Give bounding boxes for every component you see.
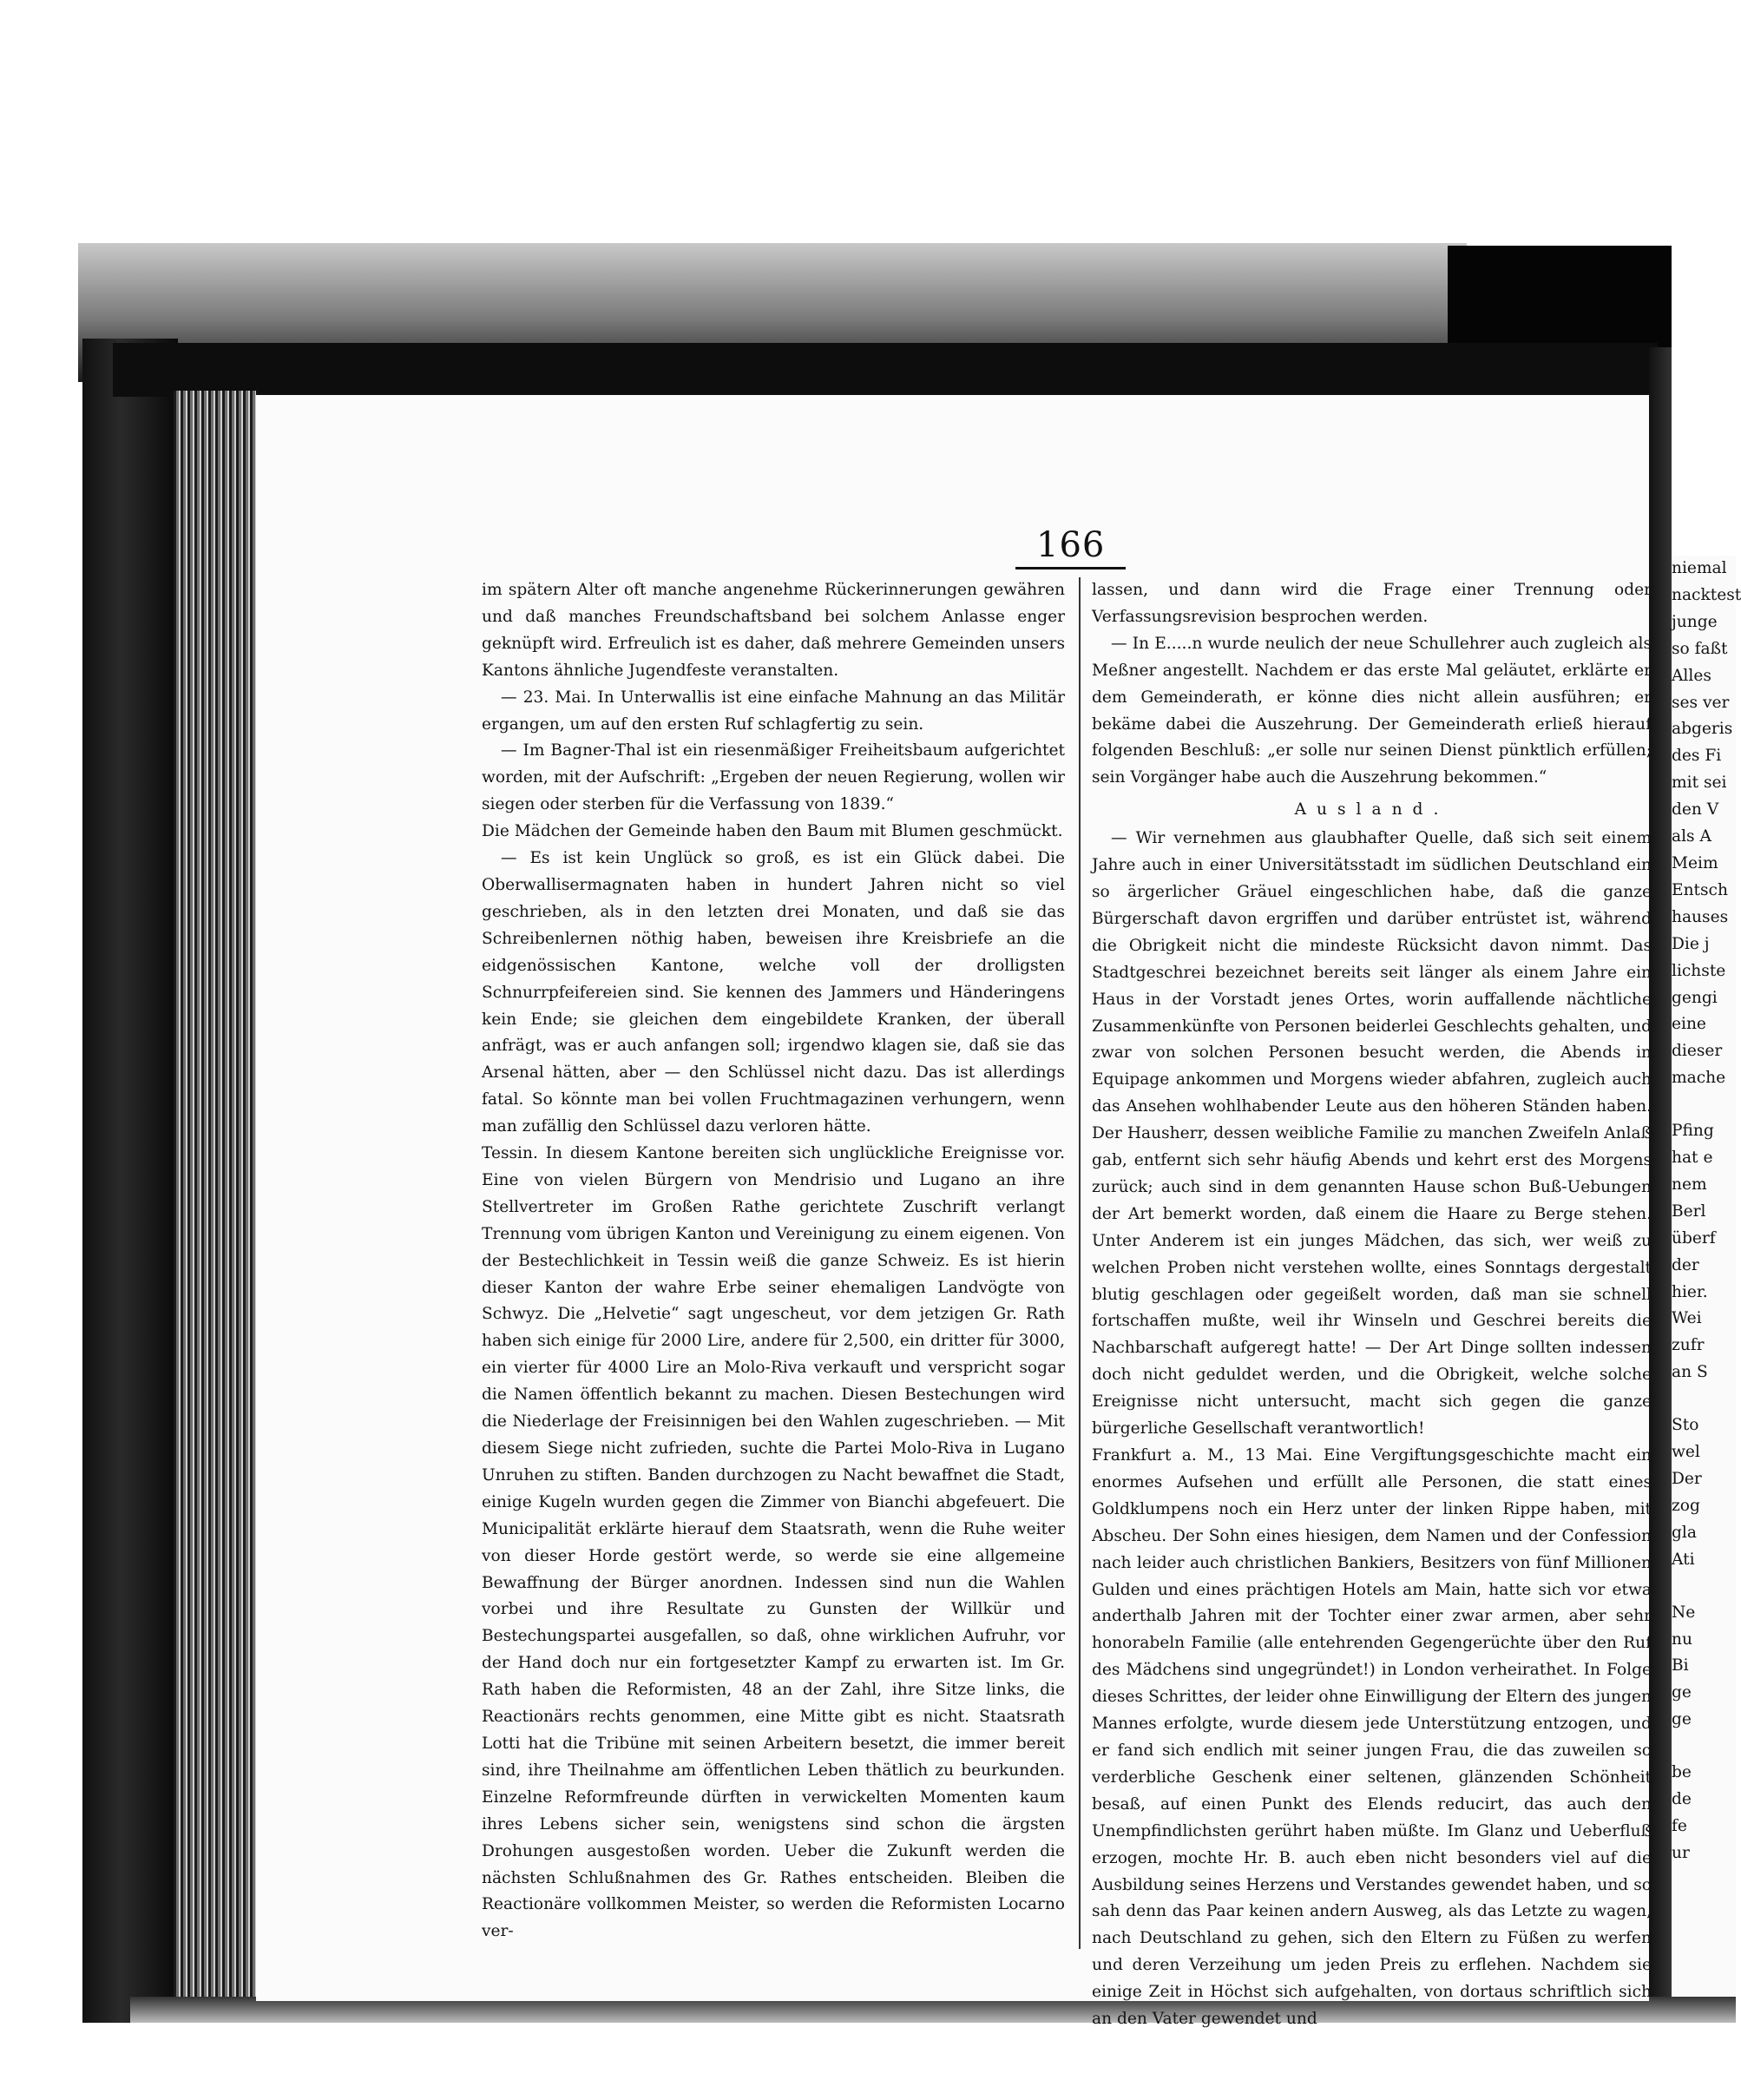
- adjacent-page-line: gla: [1672, 1523, 1697, 1542]
- adjacent-page-line: nu: [1672, 1629, 1692, 1649]
- paragraph: lassen, und dann wird die Frage einer Trennung oder Verfassungsrevision besprochen werden.: [1092, 581, 1652, 626]
- adjacent-page-line: der: [1672, 1255, 1699, 1274]
- adjacent-page-line: des Fi: [1672, 747, 1722, 766]
- adjacent-page-line: ge: [1672, 1710, 1692, 1729]
- paragraph: — 23. Mai. In Unterwallis ist eine einfache Mahnung an das Militär ergangen, um auf den ersten Ruf schlagfertig zu sein.: [482, 688, 1065, 734]
- adjacent-page-line: wel: [1672, 1443, 1700, 1462]
- adjacent-page-line: zufr: [1672, 1336, 1705, 1355]
- book-cover-edge: [113, 343, 1658, 397]
- section-heading: Ausland.: [1294, 800, 1449, 820]
- adjacent-page-line: mit sei: [1672, 774, 1727, 793]
- adjacent-page-line: Der: [1672, 1470, 1702, 1488]
- adjacent-page-line: [1672, 1574, 1736, 1600]
- adjacent-page-line: Wei: [1672, 1309, 1702, 1328]
- adjacent-page-line: Die j: [1672, 934, 1710, 953]
- right-column: [1092, 577, 1652, 2029]
- adjacent-page-line: hat e: [1672, 1149, 1713, 1168]
- adjacent-page-line: nacktest: [1672, 585, 1741, 604]
- adjacent-page-line: ses ver: [1672, 693, 1730, 712]
- adjacent-page-line: [1672, 1092, 1736, 1118]
- adjacent-page-line: an S: [1672, 1363, 1708, 1382]
- paragraph: — Wir vernehmen aus glaubhafter Quelle, daß sich seit einem Jahre auch in einer Universitätsstadt im südlichen Deutschland ein so ärgerlicher Gräuel eingeschlichen habe, daß die ganze Bürgerschaft davon ergriffen und darüber entrüstet ist, während die Obrigkeit nicht die mindeste Rücksicht davon nimmt. Das Stadtgeschrei bezeichnet bereits seit länger als einem Jahre ein Haus in der Vorstadt jenes Ortes, worin auffallende nächtliche Zusammenkünfte von Personen beiderlei Geschlechts gehalten, und zwar von solchen Personen besucht werden, die Abends in Equipage ankommen und Morgens wieder abfahren, zugleich auch das Ansehen wohlhabender Leute aus den höheren Ständen haben. Der Hausherr, dessen weibliche Familie zu manchen Zweifeln Anlaß gab, entfernt sich sehr häufig Abends und kehrt erst des Morgens zurück; auch sind in dem genannten Hause schon Buß-Uebungen der Art bemerkt worden, daß einem die Haare zu Berge stehen. Unter Anderem ist ein junges Mädchen, das sich, wer weiß zu welchen Proben nicht verstehen wollte, eines Sonntags dergestalt blutig geschlagen oder gegeißelt worden, daß man sie schnell fortschaffen mußte, weil ihr Winseln und Geschrei bereits die Nachbarschaft aufgeregt hatte! — Der Art Dinge sollten indessen doch nicht geduldet werden, und die Obrigkeit, welche solche Ereignisse nicht untersucht, macht sich gegen die ganze bürgerliche Gesellschaft verantwortlich!: [1092, 829, 1652, 1438]
- paragraph: — In E.....n wurde neulich der neue Schullehrer auch zugleich als Meßner angestellt. Nachdem er das erste Mal geläutet, erklärte er dem Gemeinderath, er könne dies nicht allein ausführen; er bekäme dabei die Auszehrung. Der Gemeinderath erließ hierauf folgenden Beschluß: „er solle nur seinen Dienst pünktlich erfüllen; sein Vorgänger habe auch die Auszehrung bekommen.“: [1092, 634, 1652, 787]
- book-gutter: [1649, 347, 1672, 2014]
- adjacent-page-line: be: [1672, 1763, 1692, 1782]
- book-binding: [82, 339, 178, 2023]
- adjacent-page-line: Ati: [1672, 1550, 1695, 1569]
- adjacent-page-line: abgeris: [1672, 720, 1733, 739]
- page-edges: [174, 391, 256, 2023]
- adjacent-page-line: Bi: [1672, 1656, 1689, 1675]
- adjacent-page-line: [1672, 1386, 1736, 1412]
- adjacent-page-line: eine: [1672, 1015, 1706, 1034]
- adjacent-page-line: junge: [1672, 612, 1718, 631]
- adjacent-page-line: überf: [1672, 1228, 1716, 1247]
- adjacent-page-line: so faßt: [1672, 639, 1728, 658]
- adjacent-page-line: Pfing: [1672, 1122, 1714, 1141]
- column-divider: [1079, 577, 1081, 1949]
- paragraph: — Es ist kein Unglück so groß, es ist ein Glück dabei. Die Oberwallisermagnaten haben in hundert Jahren nicht so viel geschrieben, als in den letzten drei Monaten, und daß sie das Schreibenlernen nöthig haben, beweisen ihre Kreisbriefe an die eidgenössischen Kantone, welche voll der drolligsten Schnurrpfeifereien sind. Sie kennen des Jammers und Händeringens kein Ende; sie gleichen dem eingebildete Kranken, der überall anfrägt, was er auch anfangen soll; irgendwo klagen sie, daß sie das Arsenal hätten, aber — den Schlüssel nicht dazu. Das ist allerdings fatal. So könnte man bei vollen Fruchtmagazinen verhungern, wenn man zufällig den Schlüssel dazu verloren hätte.: [482, 849, 1065, 1136]
- adjacent-page-line: dieser: [1672, 1042, 1723, 1061]
- adjacent-page-line: Sto: [1672, 1416, 1699, 1435]
- paragraph: Tessin. In diesem Kantone bereiten sich unglückliche Ereignisse vor. Eine von vielen Bürgern von Mendrisio und Lugano an ihre Stellvertreter im Großen Rathe gerichtete Zuschrift verlangt Trennung vom übrigen Kanton und Vereinigung zu einem eigenen. Von der Bestechlichkeit in Tessin weiß die ganze Schweiz. Es ist hierin dieser Kanton der wahre Erbe seiner ehemaligen Landvögte von Schwyz. Die „Helvetie“ sagt ungescheut, vor dem jetzigen Gr. Rath haben sich einige für 2000 Lire, andere für 2,500, ein dritter für 3000, ein vierter für 4000 Lire an Molo-Riva verkauft und verspricht sogar die Namen öffentlich bekannt zu machen. Diesen Bestechungen wird die Niederlage der Freisinnigen bei den Wahlen zugeschrieben. — Mit diesem Siege nicht zufrieden, suchte die Partei Molo-Riva in Lugano Unruhen zu stiften. Banden durchzogen zu Nacht bewaffnet die Stadt, einige Kugeln wurden gegen die Zimmer von Bianchi abgefeuert. Die Municipalität erklärte hierauf dem Staatsrath, wenn die Ruhe weiter von dieser Horde gestört werde, so werde sie eine allgemeine Bewaffnung der Bürger anordnen. Indessen sind nun die Wahlen vorbei und ihre Resultate zu Gunsten der Willkür und Bestechungspartei ausgefallen, so daß, ohne wirklichen Aufruhr, vor der Hand doch nur ein fortgesetzter Kampf zu erwarten ist. Im Gr. Rath haben die Reformisten, 48 an der Zahl, ihre Sitze links, die Reactionärs rechts genommen, eine Mitte gibt es nicht. Staatsrath Lotti hat die Tribüne mit seinen Arbeitern besetzt, die immer bereit sind, ihre Theilnahme am öffentlichen Leben thätlich zu beurkunden. Einzelne Reformfreunde dürften in verwickelten Momenten kaum ihres Lebens sicher sein, wenigstens sind schon die ärgsten Drohungen ausgestoßen worden. Ueber die Zukunft werden die nächsten Schlußnahmen des Gr. Rathes entscheiden. Bleiben die Reactionäre vollkommen Meister, so werden die Reformisten Locarno ver-: [482, 1144, 1065, 1941]
- adjacent-page-line: Berl: [1672, 1201, 1706, 1221]
- paragraph: Frankfurt a. M., 13 Mai. Eine Vergiftungsgeschichte macht ein enormes Aufsehen und erfüllt alle Personen, die statt eines Goldklumpens noch ein Herz unter der linken Rippe haben, mit Abscheu. Der Sohn eines hiesigen, dem Namen und der Confession nach leider auch christlichen Bankiers, Besitzers von fünf Millionen Gulden und eines prächtigen Hotels am Main, hatte sich vor etwa anderthalb Jahren mit der Tochter einer zwar armen, aber sehr honorabeln Familie (alle entehrenden Gegengerüchte über den Ruf des Mädchens sind ungegründet!) in London verheirathet. In Folge dieses Schrittes, der leider ohne Einwilligung der Eltern des jungen Mannes erfolgte, wurde diesem jede Unterstützung entzogen, und er fand sich endlich mit seiner jungen Frau, die das zuweilen so verderbliche Geschenk einer seltenen, glänzenden Schönheit besaß, auf einen Punkt des Elends reducirt, das auch den Unempfindlichsten gerührt haben müßte. Im Glanz und Ueberfluß erzogen, mochte Hr. B. auch eben nicht besonders viel auf die Ausbildung seines Herzens und Verstandes gewendet haben, und so sah denn das Paar keinen andern Ausweg, als das Letzte zu wagen, nach Deutschland zu gehen, sich den Eltern zu Füßen zu werfen und deren Verzeihung um jeden Preis zu erflehen. Nachdem sie einige Zeit in Höchst sich aufgehalten, von dortaus schriftlich sich an den Vater gewendet und: [1092, 1446, 1652, 2029]
- adjacent-page-line: ge: [1672, 1683, 1692, 1702]
- adjacent-page-line: Meim: [1672, 853, 1718, 872]
- left-column: [482, 577, 1065, 1949]
- adjacent-page-line: den V: [1672, 800, 1719, 820]
- paragraph: — Im Bagner-Thal ist ein riesenmäßiger Freiheitsbaum aufgerichtet worden, mit der Aufschrift: „Ergeben der neuen Regierung, wollen wir siegen oder sterben für die Verfassung von 1839.“: [482, 741, 1065, 814]
- adjacent-page-line: lichste: [1672, 961, 1726, 980]
- adjacent-page-line: nem: [1672, 1175, 1707, 1194]
- adjacent-page-line: mache: [1672, 1069, 1726, 1088]
- adjacent-page-line: als A: [1672, 827, 1711, 846]
- adjacent-page-line: ur: [1672, 1843, 1690, 1862]
- adjacent-page-line: de: [1672, 1790, 1692, 1809]
- adjacent-page-line: gengi: [1672, 988, 1718, 1007]
- adjacent-page-line: Alles: [1672, 666, 1711, 685]
- paragraph: Die Mädchen der Gemeinde haben den Baum mit Blumen geschmückt.: [482, 822, 1063, 841]
- page-number: 166: [1015, 525, 1126, 569]
- adjacent-page-line: hauses: [1672, 907, 1729, 926]
- adjacent-page-line: Entsch: [1672, 880, 1728, 899]
- adjacent-page-line: [1672, 1734, 1736, 1760]
- adjacent-page-line: fe: [1672, 1816, 1687, 1835]
- adjacent-page-line: hier.: [1672, 1282, 1708, 1301]
- adjacent-page-line: Ne: [1672, 1603, 1696, 1622]
- adjacent-page-fragment: [1672, 556, 1741, 1997]
- adjacent-page-line: niemal: [1672, 559, 1727, 577]
- paragraph: im spätern Alter oft manche angenehme Rückerinnerungen gewähren und daß manches Freundschaftsband bei solchem Anlasse enger geknüpft wird. Erfreulich ist es daher, daß mehrere Gemeinden unsers Kantons ähnliche Jugendfeste veranstalten.: [482, 581, 1065, 680]
- adjacent-page-line: zog: [1672, 1496, 1700, 1515]
